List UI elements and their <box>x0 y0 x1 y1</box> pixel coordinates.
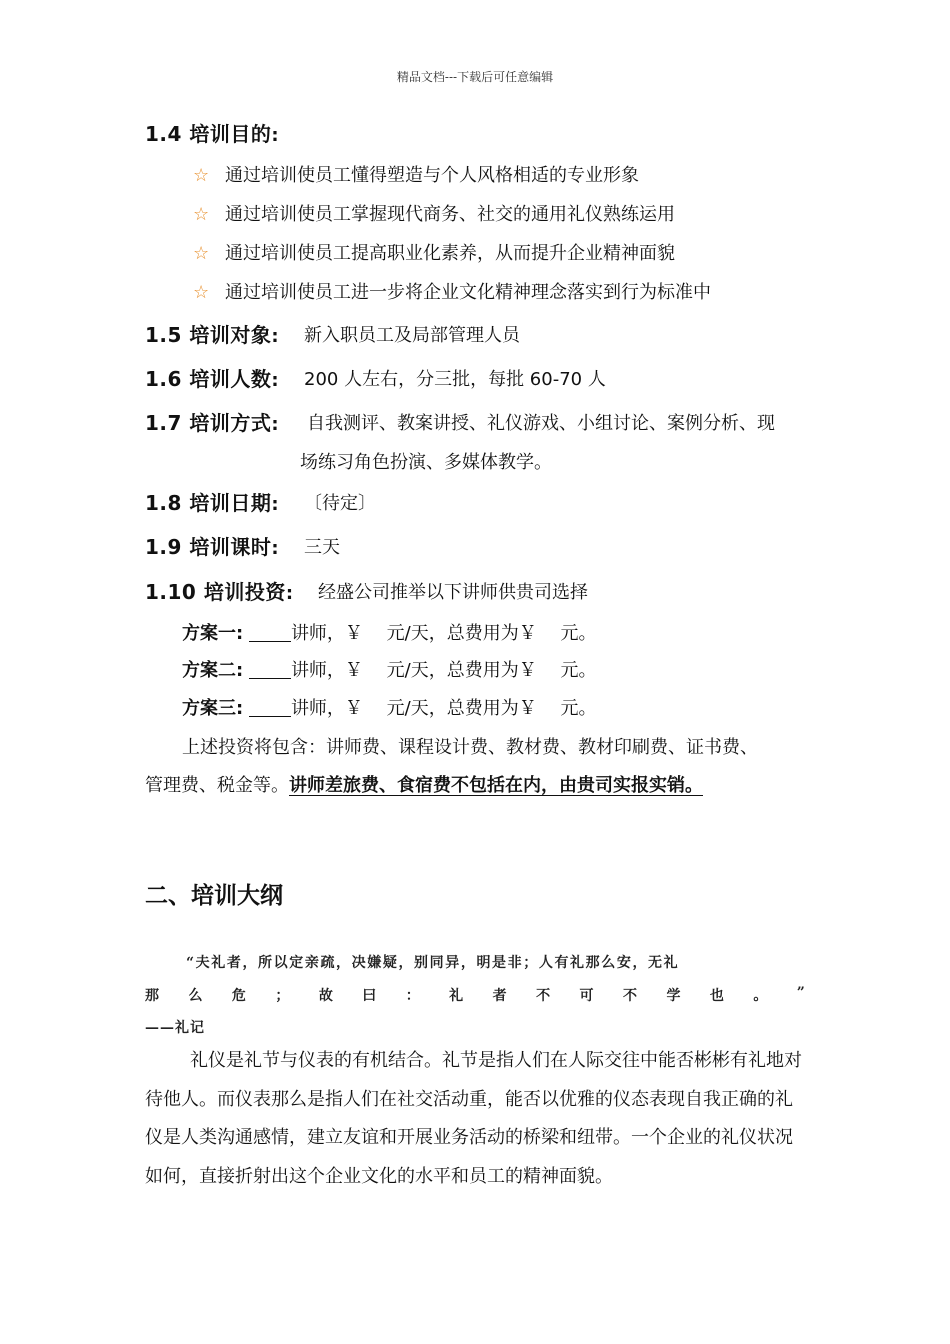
quote-char: 也 <box>709 988 724 1004</box>
quote-char: 学 <box>666 988 681 1004</box>
plan-label: 方案三: <box>182 698 244 719</box>
quote-char: 那 <box>145 988 159 1004</box>
star-icon: ☆ <box>193 243 210 264</box>
page-header: 精品文档---下载后可任意编辑 <box>396 70 554 84</box>
plan-text: 讲师，￥ 元/天，总费用为￥ 元。 <box>290 660 597 681</box>
bullet-text: 通过培训使员工懂得塑造与个人风格相适的专业形象 <box>225 165 639 186</box>
star-icon: ☆ <box>193 165 210 186</box>
quote-char: 。 <box>753 988 768 1004</box>
heading-title: 培训对象 <box>189 323 272 347</box>
quote-char: 可 <box>579 988 594 1004</box>
field-value-investment: 经盛公司推举以下讲师供贵司选择 <box>318 582 588 603</box>
quote-char: ； <box>275 988 290 1004</box>
body-paragraph: 礼仪是礼节与仪表的有机结合。礼节是指人们在人际交往中能否彬彬有礼地对待他人。而仪表那么是指人们在社交活动重，能否以优雅的仪态表现自我正确的礼仪是人类沟通感情，建立友谊和开展业务活动的桥梁和纽带。一个企业的礼仪状况如何，直接折射出这个企业文化的水平和员工的精神面貌。 <box>145 1050 802 1187</box>
list-item <box>193 278 711 304</box>
heading-1-7 <box>145 407 279 436</box>
investment-note-line2 <box>145 771 703 797</box>
star-icon: ☆ <box>193 282 210 303</box>
field-value-headcount: 200 人左右，分三批，每批 60-70 人 <box>304 369 606 390</box>
heading-number: 1.8 <box>145 491 182 515</box>
heading-number: 1.5 <box>145 323 182 347</box>
field-value-method-line1: 自我测评、教案讲授、礼仪游戏、小组讨论、案例分析、现 <box>307 413 775 434</box>
quote-char: 危 <box>231 988 246 1004</box>
heading-title: 培训人数 <box>189 367 272 391</box>
heading-1-9 <box>145 531 279 560</box>
plan-row <box>182 619 596 645</box>
heading-colon: : <box>271 326 280 347</box>
heading-colon: : <box>271 414 280 435</box>
list-item <box>193 239 675 265</box>
heading-title: 培训投资 <box>203 580 286 604</box>
heading-title: 培训方式 <box>189 411 272 435</box>
quote-line1: “夫礼者，所以定亲疏，决嫌疑，别同异，明是非；人有礼那么安，无礼 <box>186 955 680 971</box>
quote-char: ” <box>796 985 805 1001</box>
blank-line <box>249 698 291 717</box>
heading-1-8 <box>145 487 279 516</box>
heading-number: 1.9 <box>145 535 182 559</box>
quote-char: 曰 <box>362 988 377 1004</box>
heading-colon: : <box>271 494 280 515</box>
heading-title: 培训日期 <box>189 491 272 515</box>
quote-char: ： <box>405 988 420 1004</box>
heading-number: 1.7 <box>145 411 182 435</box>
heading-number: 1.4 <box>145 122 182 146</box>
plan-row <box>182 656 596 682</box>
heading-colon: : <box>271 125 280 146</box>
heading-1-5 <box>145 319 279 348</box>
quote-char: 不 <box>536 988 551 1004</box>
heading-1-10 <box>145 576 294 605</box>
quote-char: 礼 <box>449 988 464 1004</box>
heading-colon: : <box>271 370 280 391</box>
heading-1-4 <box>145 118 279 147</box>
heading-number: 1.6 <box>145 367 182 391</box>
heading-1-6 <box>145 363 279 392</box>
blank-line <box>249 623 291 642</box>
quote-char: 不 <box>622 988 637 1004</box>
heading-colon: : <box>271 538 280 559</box>
star-icon: ☆ <box>193 204 210 225</box>
quote-source: ——礼记 <box>145 1020 205 1036</box>
field-value-hours: 三天 <box>304 537 340 558</box>
blank-line <box>249 660 291 679</box>
field-value-trainees: 新入职员工及局部管理人员 <box>304 325 520 346</box>
quote-char: 么 <box>188 988 203 1004</box>
plan-text: 讲师，￥ 元/天，总费用为￥ 元。 <box>290 623 597 644</box>
investment-note-plain: 管理费、税金等。 <box>145 775 289 796</box>
quote-line2 <box>145 985 805 1005</box>
heading-title: 培训目的 <box>189 122 272 146</box>
bullet-text: 通过培训使员工进一步将企业文化精神理念落实到行为标准中 <box>225 282 711 303</box>
investment-note-bold: 讲师差旅费、食宿费不包括在内，由贵司实报实销。 <box>289 775 703 796</box>
investment-note-line1: 上述投资将包含：讲师费、课程设计费、教材费、教材印刷费、证书费、 <box>182 737 758 758</box>
field-value-date: 〔待定〕 <box>304 493 376 514</box>
plan-label: 方案一: <box>182 623 244 644</box>
plan-row <box>182 694 596 720</box>
list-item <box>193 161 639 187</box>
heading-number: 1.10 <box>145 580 197 604</box>
bullet-text: 通过培训使员工掌握现代商务、社交的通用礼仪熟练运用 <box>225 204 675 225</box>
bullet-text: 通过培训使员工提高职业化素养，从而提升企业精神面貌 <box>225 243 675 264</box>
heading-colon: : <box>285 583 294 604</box>
heading-title: 培训课时 <box>189 535 272 559</box>
field-value-method-line2: 场练习角色扮演、多媒体教学。 <box>300 452 552 473</box>
section-title: 二、培训大纲 <box>145 883 283 909</box>
list-item <box>193 200 675 226</box>
plan-text: 讲师，￥ 元/天，总费用为￥ 元。 <box>290 698 597 719</box>
quote-char: 故 <box>318 988 333 1004</box>
plan-label: 方案二: <box>182 660 244 681</box>
quote-char: 者 <box>492 988 507 1004</box>
